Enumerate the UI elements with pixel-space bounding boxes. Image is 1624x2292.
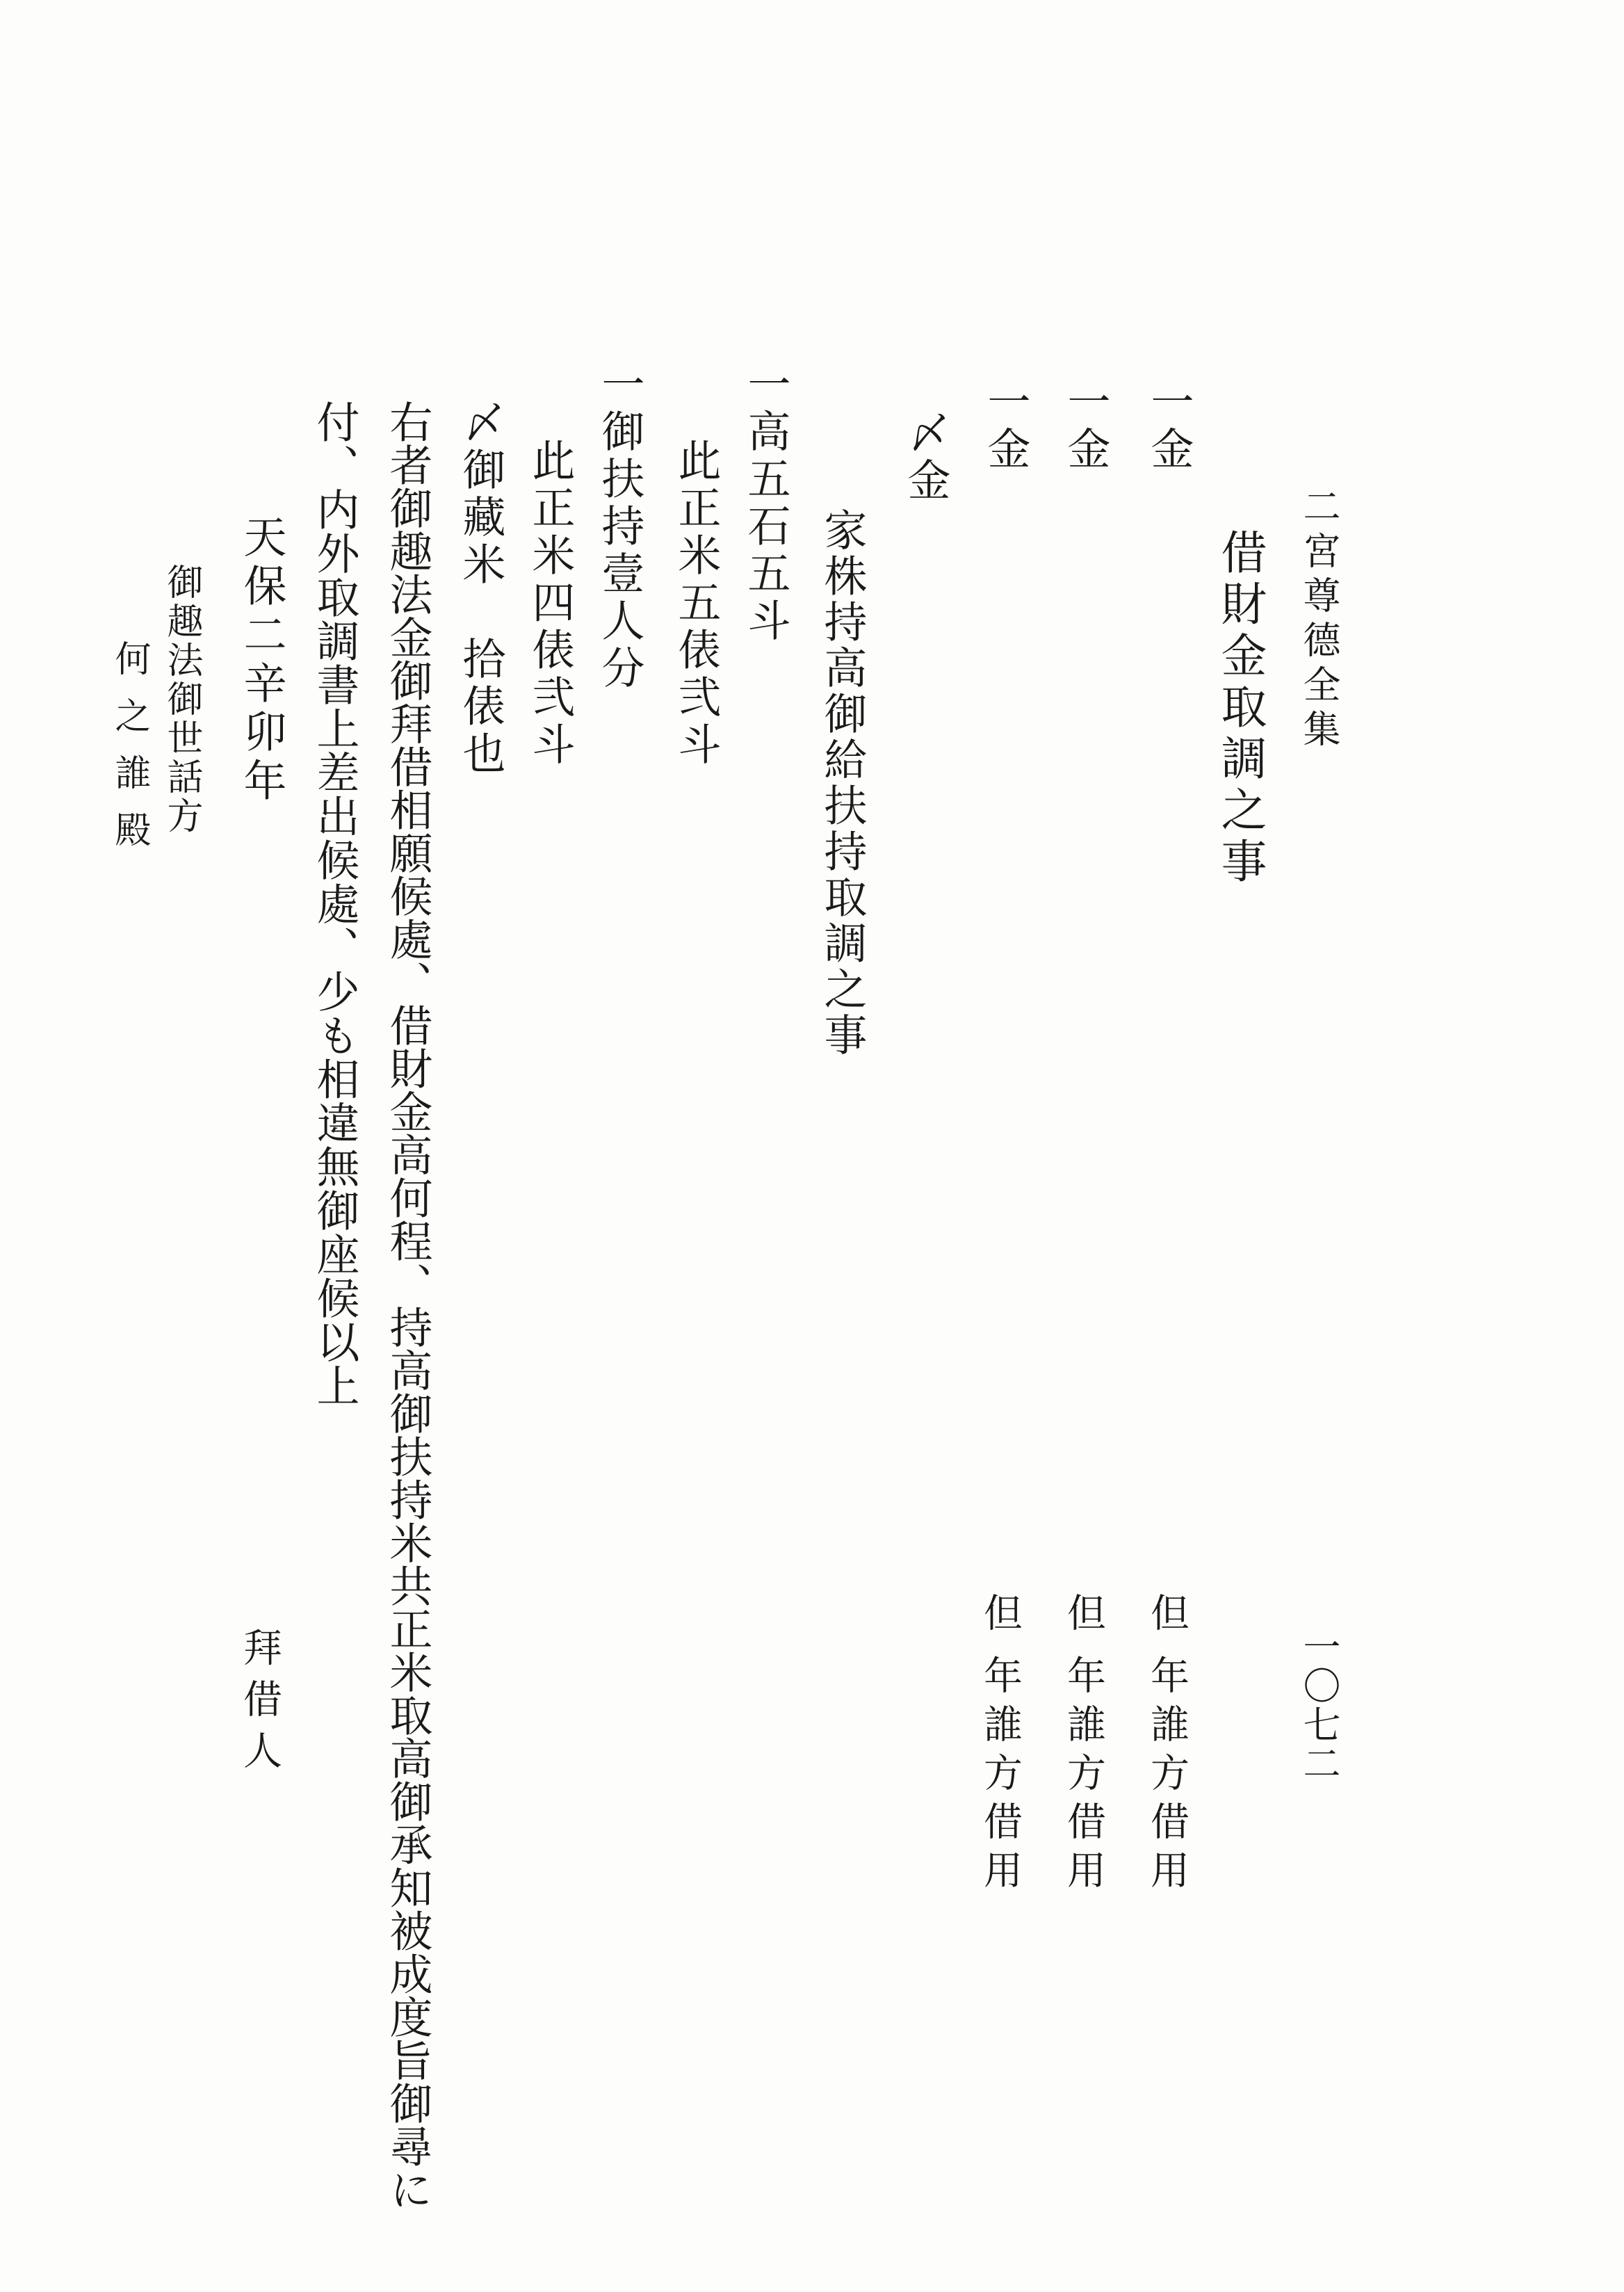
borrower-label: 拜借人	[237, 1627, 282, 1782]
debt-item-2-note-b: 年誰方借用	[1061, 1655, 1106, 1898]
date-line: 天保二辛卯年	[236, 515, 287, 807]
debt-total-label: 〆金	[900, 410, 951, 505]
addressee-name: 何之誰殿	[108, 640, 150, 868]
page-number: 一〇七二	[1297, 1627, 1341, 1783]
section-title-debts: 借財金取調之事	[1213, 528, 1267, 889]
debt-item-1-note-b: 年誰方借用	[1144, 1655, 1189, 1898]
debt-item-1-note-a: 但	[1144, 1592, 1189, 1641]
debt-item-3-note-a: 但	[977, 1592, 1023, 1641]
debt-item-3-note-b: 年誰方借用	[977, 1655, 1023, 1898]
stipend-line-7: 付、内外取調書上差出候處、少も相違無御座候以上	[309, 400, 360, 1407]
stipend-line-6: 右者御趣法金御拜借相願候處、借財金高何程、持高御扶持米共正米取高御承知被成度旨御尋に	[382, 400, 433, 2211]
book-title: 二宮尊德全集	[1297, 487, 1341, 754]
debt-item-2-label: 一金	[1060, 379, 1111, 474]
debt-item-2-note-a: 但	[1061, 1592, 1106, 1641]
addressee-office: 御趣法御世話方	[161, 563, 202, 836]
stipend-line-4: 此正米四俵弐斗	[525, 438, 576, 769]
debt-item-3-label: 一金	[980, 379, 1031, 474]
debt-item-1-label: 一金	[1144, 379, 1194, 474]
stipend-line-3: 一御扶持壹人分	[594, 362, 645, 693]
stipend-line-5: 〆御藏米 拾俵也	[455, 400, 506, 778]
stipend-line-1: 一高五石五斗	[740, 362, 791, 645]
section-title-stipend: 家株持高御給扶持取調之事	[817, 508, 868, 1058]
stipend-line-2: 此正米五俵弐斗	[671, 438, 722, 769]
